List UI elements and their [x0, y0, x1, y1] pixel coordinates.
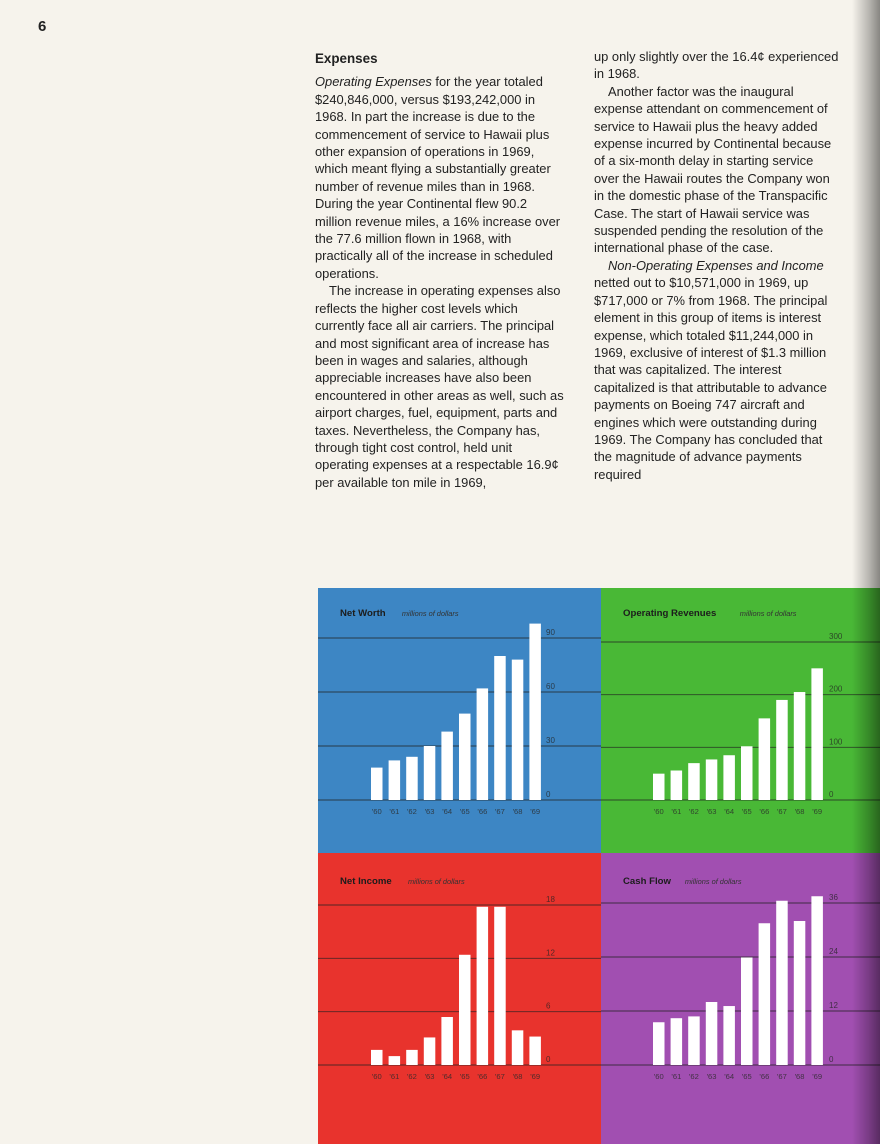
chart-title: Operating Revenues	[623, 608, 717, 619]
x-tick-label: '64	[724, 807, 735, 816]
x-tick-label: '66	[477, 1072, 488, 1081]
x-tick-label: '62	[406, 807, 417, 816]
bar	[653, 1022, 665, 1065]
bar	[706, 1002, 718, 1065]
bar	[759, 718, 771, 800]
paragraph: The increase in operating expenses also reflects the higher cost levels which currently face all air carriers. The principal and most significant area of increase has been in wages and salaries, although appreciable increases have also been encountered in other areas as well, such as airport charges, fuel, equipment, parts and taxes. Nevertheless, the Company has, through tight cost control, held unit operating expenses at a respectable 16.9¢ per available ton mile in 1969,	[315, 283, 564, 490]
text-column-right	[594, 48, 840, 483]
y-tick-label: 0	[546, 790, 551, 799]
bar	[441, 1017, 453, 1065]
bar	[459, 714, 471, 800]
bar	[811, 668, 823, 800]
y-tick-label: 18	[546, 895, 555, 904]
x-tick-label: '69	[812, 807, 823, 816]
x-tick-label: '64	[724, 1072, 735, 1081]
chart-subtitle: millions of dollars	[401, 609, 459, 618]
chart-svg	[318, 853, 601, 1144]
chart-subtitle: millions of dollars	[739, 609, 797, 618]
x-tick-label: '61	[671, 807, 682, 816]
paragraph	[315, 73, 567, 282]
text-column-left	[315, 50, 567, 491]
paragraph: up only slightly over the 16.4¢ experienced in 1968.	[594, 49, 839, 82]
chart-net-income	[318, 853, 601, 1144]
bar	[671, 771, 683, 800]
paragraph-text: netted out to $10,571,000 in 1969, up $717,000 or 7% from 1968. The principal element in this group of items is interest expense, which totaled $11,244,000 in 1969, exclusive of interest of $1.3 million that was capitalized. The interest capitalized is that attributable to advance payments on Boeing 747 aircraft and engines which were outstanding during 1969. The Company has concluded that the magnitude of advance payments required	[594, 275, 828, 482]
x-tick-label: '67	[776, 807, 787, 816]
bar	[371, 768, 383, 800]
y-tick-label: 90	[546, 628, 555, 637]
chart-operating-revenues	[601, 588, 880, 853]
x-tick-label: '62	[688, 807, 699, 816]
chart-title: Cash Flow	[623, 876, 671, 887]
chart-net-worth	[318, 588, 601, 853]
chart-subtitle: millions of dollars	[684, 877, 742, 886]
x-tick-label: '60	[653, 807, 664, 816]
y-tick-label: 6	[546, 1001, 551, 1011]
y-tick-label: 200	[829, 684, 843, 694]
chart-svg	[601, 853, 880, 1144]
x-tick-label: '64	[442, 807, 453, 816]
chart-subtitle: millions of dollars	[408, 877, 465, 886]
x-tick-label: '66	[759, 807, 770, 816]
x-tick-label: '69	[812, 1072, 823, 1081]
y-tick-label: 36	[829, 893, 838, 902]
bar	[723, 1006, 735, 1065]
bar	[794, 692, 806, 800]
bar	[776, 901, 788, 1065]
x-tick-label: '68	[512, 807, 523, 816]
bar	[494, 656, 506, 800]
term-non-operating: Non-Operating Expenses and Income	[608, 257, 824, 273]
bar	[671, 1018, 683, 1065]
bar	[688, 1016, 700, 1065]
x-tick-label: '63	[424, 1072, 435, 1081]
x-tick-label: '67	[494, 807, 505, 816]
bar	[371, 1050, 383, 1065]
x-tick-label: '65	[741, 807, 752, 816]
bar	[723, 755, 735, 800]
x-tick-label: '65	[459, 1072, 470, 1081]
x-tick-label: '64	[442, 1072, 453, 1081]
bar	[406, 757, 418, 800]
chart-svg	[318, 588, 601, 853]
y-tick-label: 30	[546, 736, 555, 745]
bar	[512, 660, 524, 800]
bar	[459, 955, 471, 1065]
bar	[653, 774, 665, 800]
term-operating-expenses: Operating Expenses	[315, 74, 432, 90]
y-tick-label: 0	[829, 790, 834, 799]
y-tick-label: 12	[829, 1001, 838, 1010]
y-tick-label: 24	[829, 947, 838, 956]
x-tick-label: '69	[530, 1072, 541, 1081]
bar	[512, 1030, 524, 1065]
x-tick-label: '68	[512, 1072, 523, 1081]
bar	[494, 907, 506, 1065]
bar	[529, 624, 541, 800]
x-tick-label: '61	[389, 1072, 400, 1081]
x-tick-label: '61	[389, 807, 400, 816]
x-tick-label: '69	[530, 807, 541, 816]
page-edge-shadow	[852, 0, 880, 1144]
x-tick-label: '62	[406, 1072, 417, 1081]
x-tick-label: '62	[688, 1072, 699, 1081]
y-tick-label: 12	[546, 948, 555, 958]
x-tick-label: '60	[371, 1072, 382, 1081]
bar	[759, 923, 771, 1065]
bar	[477, 907, 489, 1065]
page-number: 6	[38, 18, 47, 35]
paragraph: Another factor was the inaugural expense attendant on commencement of service to Hawaii plus the heavy added expense incurred by Continental because of a six-month delay in starting service over the Hawaii routes the Company won in the domestic phase of the Transpacific Case. The start of Hawaii service was suspended pending the resolution of the international phase of the case.	[594, 83, 832, 256]
section-heading: Expenses	[315, 51, 378, 66]
paragraph	[594, 257, 840, 483]
x-tick-label: '61	[671, 1072, 682, 1081]
chart-title: Net Income	[340, 876, 392, 887]
paragraph-text: for the year totaled $240,846,000, versus $193,242,000 in 1968. In part the increase is due to the commencement of service to Hawaii plus other expansion of operations in 1969, which meant flying a substantially greater number of revenue miles than in 1968. During the year Continental flew 90.2 million revenue miles, a 16% increase over the 77.6 million flown in 1968, with practically all of the increase in scheduled operations.	[315, 74, 561, 281]
y-tick-label: 0	[546, 1055, 551, 1064]
x-tick-label: '60	[653, 1072, 664, 1081]
bar	[688, 763, 700, 800]
bar	[389, 1056, 401, 1065]
bar	[389, 760, 401, 800]
x-tick-label: '68	[794, 807, 805, 816]
bar	[477, 688, 489, 800]
bar	[741, 957, 753, 1065]
y-tick-label: 100	[829, 737, 843, 747]
bar	[811, 896, 823, 1065]
x-tick-label: '63	[706, 1072, 717, 1081]
bar	[776, 700, 788, 800]
bar	[424, 1037, 436, 1065]
chart-title: Net Worth	[340, 608, 386, 619]
chart-svg	[601, 588, 880, 853]
bar	[706, 759, 718, 800]
bar	[424, 746, 436, 800]
y-tick-label: 300	[829, 632, 843, 641]
bar	[794, 921, 806, 1065]
x-tick-label: '66	[759, 1072, 770, 1081]
x-tick-label: '65	[741, 1072, 752, 1081]
bar	[441, 732, 453, 800]
bar	[529, 1037, 541, 1065]
bar	[406, 1050, 418, 1065]
x-tick-label: '63	[706, 807, 717, 816]
x-tick-label: '60	[371, 807, 382, 816]
x-tick-label: '66	[477, 807, 488, 816]
x-tick-label: '67	[494, 1072, 505, 1081]
y-tick-label: 60	[546, 682, 555, 691]
bar	[741, 746, 753, 800]
y-tick-label: 0	[829, 1055, 834, 1064]
chart-cash-flow	[601, 853, 880, 1144]
x-tick-label: '67	[776, 1072, 787, 1081]
x-tick-label: '65	[459, 807, 470, 816]
x-tick-label: '68	[794, 1072, 805, 1081]
x-tick-label: '63	[424, 807, 435, 816]
